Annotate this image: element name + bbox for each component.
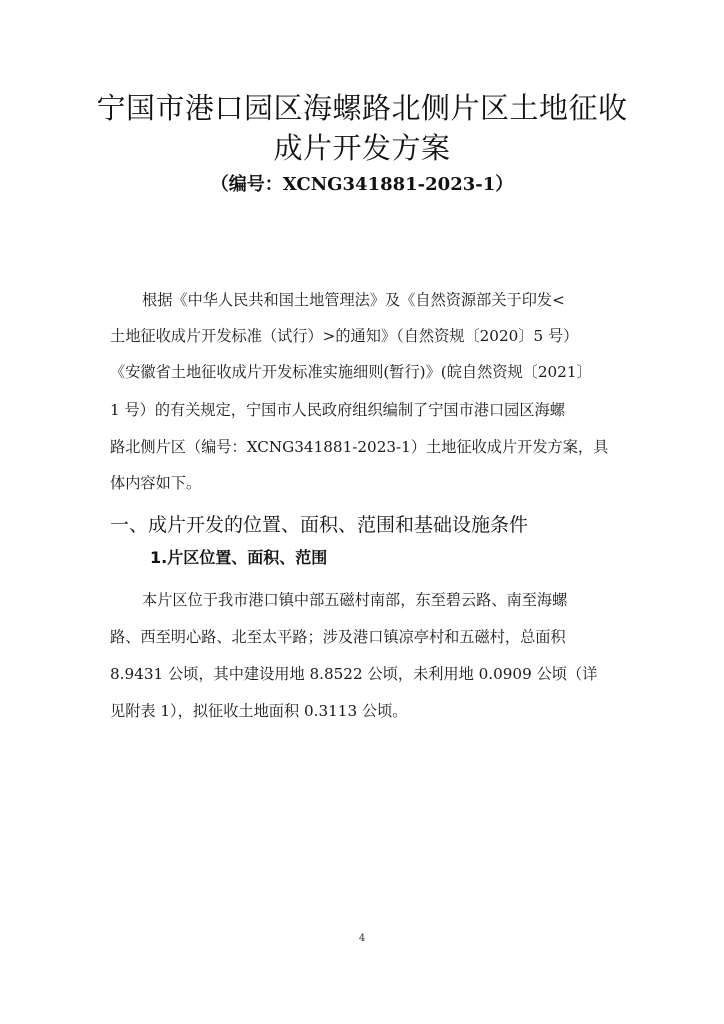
document-title-line-2: 成片开发方案 — [273, 131, 451, 165]
section-heading: 一、成片开发的位置、面积、范围和基础设施条件 — [110, 514, 529, 536]
location-paragraph-line: 本片区位于我市港口镇中部五磁村南部，东至碧云路、南至海螺 — [142, 591, 568, 609]
location-paragraph-line: 见附表 1），拟征收土地面积 0.3113 公顷。 — [110, 702, 408, 720]
intro-paragraph-line: 根据《中华人民共和国土地管理法》及《自然资源部关于印发< — [142, 291, 565, 309]
intro-paragraph-line: 体内容如下。 — [110, 474, 202, 492]
intro-paragraph-line: 《安徽省土地征收成片开发标准实施细则(暂行)》(皖自然资规〔2021〕 — [110, 363, 592, 381]
page-number: 4 — [358, 933, 366, 944]
intro-paragraph-line: 1 号）的有关规定，宁国市人民政府组织编制了宁国市港口园区海螺 — [110, 401, 565, 419]
intro-paragraph-line: 土地征收成片开发标准（试行）>的通知》（自然资规〔2020〕5 号） — [110, 327, 579, 345]
document-code: （编号：XCNG341881-2023-1） — [210, 174, 514, 195]
subsection-heading: 1.片区位置、面积、范围 — [150, 548, 328, 567]
document-title-line-1: 宁国市港口园区海螺路北侧片区土地征收 — [96, 91, 628, 125]
location-paragraph-line: 路、西至明心路、北至太平路；涉及港口镇凉亭村和五磁村，总面积 — [110, 628, 566, 646]
intro-paragraph-line: 路北侧片区（编号：XCNG341881-2023-1）土地征收成片开发方案，具 — [110, 438, 609, 456]
location-paragraph-line: 8.9431 公顷，其中建设用地 8.8522 公顷，未利用地 0.0909 公顷（详 — [110, 665, 598, 683]
